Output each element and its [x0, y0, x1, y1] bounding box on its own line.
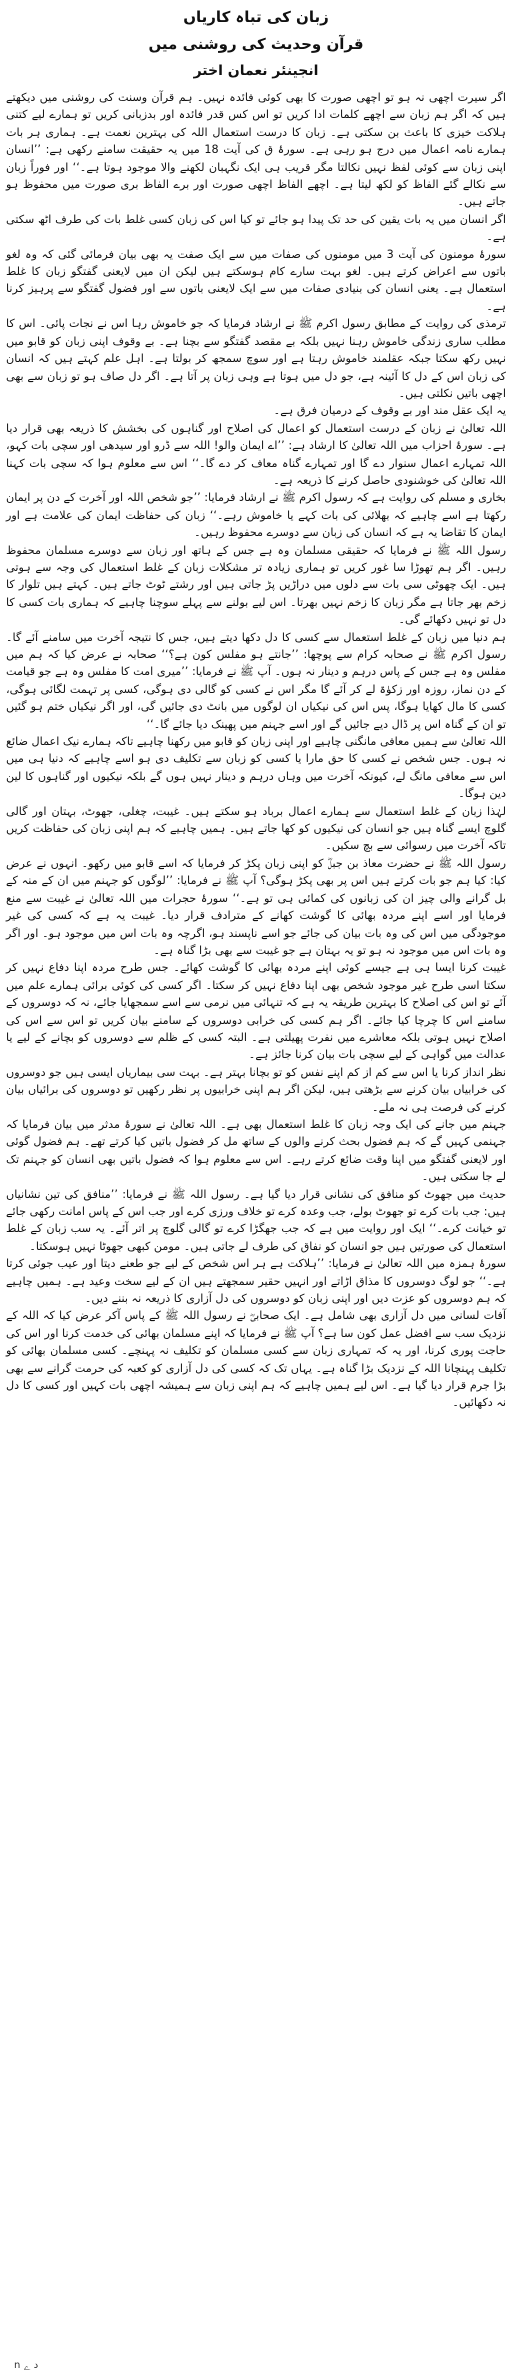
- paragraph: سورۂ مومنون کی آیت 3 میں مومنوں کی صفات میں سے ایک صفت یہ بھی بیان فرمائی گئی کہ وہ لغو باتوں سے اعراض کرتے ہیں۔ لغو بہت سارے کام ہوسکتے ہیں لیکن ان میں لایعنی گفتگو زبان کا غلط استعمال ہے۔ یعنی انسان کی بنیادی صفات میں سے ایک لایعنی باتوں سے اور فضول گفتگو سے پرہیز کرنا ہے۔: [6, 247, 506, 313]
- paragraph: ہم دنیا میں زبان کے غلط استعمال سے کسی کا دل دکھا دیتے ہیں، جس کا نتیجہ آخرت میں سامنے آئے گا۔ رسول اکرم ﷺ نے صحابہ کرام سے پوچھا: ’’جانتے ہو مفلس کون ہے؟‘‘ صحابہ نے عرض کیا کہ ہم میں مفلس وہ ہے جس کے پاس درہم و دینار نہ ہوں۔ آپ ﷺ نے فرمایا: ’’میری امت کا مفلس وہ ہے جو قیامت کے دن نماز، روزہ اور زکوٰۃ لے کر آئے گا مگر اس نے کسی کو گالی دی ہوگی، کسی پر تہمت لگائی ہوگی، کسی کا مال کھایا ہوگا، پس اس کی نیکیاں ان لوگوں میں بانٹ دی جائیں گی، اور اگر نیکیاں ختم ہو گئیں تو ان کے گناہ اس پر ڈال دیے جائیں گے اور اسے جہنم میں پھینک دیا جائے گا۔‘‘: [6, 630, 506, 731]
- article-header: [6, 4, 506, 85]
- paragraph: رسول اللہ ﷺ نے فرمایا کہ حقیقی مسلمان وہ ہے جس کے ہاتھ اور زبان سے دوسرے مسلمان محفوظ رہیں۔ اگر ہم تھوڑا سا غور کریں تو ہماری زیادہ تر مشکلات زبان کے غلط استعمال کی وجہ سے ہوتی ہیں۔ ایک چھوٹی سی بات سے دلوں میں دراڑیں پڑ جاتی ہیں اور رشتے ٹوٹ جاتے ہیں۔ کہتے ہیں تلوار کا زخم بھر جاتا ہے مگر زبان کا زخم نہیں بھرتا۔ اس لیے بولنے سے پہلے سوچنا چاہیے کہ ہماری بات کسی کا دل تو نہیں دکھائے گی۔: [6, 543, 506, 627]
- paragraph: بخاری و مسلم کی روایت ہے کہ رسول اکرم ﷺ نے ارشاد فرمایا: ’’جو شخص اللہ اور آخرت کے دن پر ایمان رکھتا ہے اسے چاہیے کہ بھلائی کی بات کہے یا خاموش رہے۔‘‘ زبان کی حفاظت ایمان کی علامت ہے اور ایمان کا تقاضا یہ ہے کہ انسان کی زبان سے دوسرے محفوظ رہیں۔: [6, 491, 506, 540]
- paragraph: یہ ایک عقل مند اور بے وقوف کے درمیان فرق ہے۔: [273, 404, 506, 418]
- paragraph: سورۂ ہمزہ میں اللہ تعالیٰ نے فرمایا: ’’ہلاکت ہے ہر اس شخص کے لیے جو طعنے دیتا اور عیب جوئی کرتا ہے۔‘‘ جو لوگ دوسروں کا مذاق اڑاتے اور انہیں حقیر سمجھتے ہیں ان کے لیے سخت وعید ہے۔ ہمیں چاہیے کہ ہم دوسروں کو عزت دیں اور اپنی زبان کو دوسروں کی دل آزاری کا ذریعہ نہ بننے دیں۔: [6, 1257, 506, 1306]
- article-title: زبان کی تباہ کاریاں: [183, 8, 329, 26]
- paragraph: جہنم میں جانے کی ایک وجہ زبان کا غلط استعمال بھی ہے۔ اللہ تعالیٰ نے سورۂ مدثر میں بیان فرمایا کہ جہنمی کہیں گے کہ ہم فضول بحث کرنے والوں کے ساتھ مل کر فضول باتیں کیا کرتے تھے۔ ہم فضول گوئی اور لایعنی گفتگو میں اپنا وقت ضائع کرتے رہے۔ اس سے معلوم ہوا کہ فضول باتیں بھی انسان کو جہنم تک لے جا سکتی ہیں۔: [6, 1117, 506, 1184]
- paragraph: غیبت کرنا ایسا ہی ہے جیسے کوئی اپنے مردہ بھائی کا گوشت کھائے۔ جس طرح مردہ اپنا دفاع نہیں کر سکتا اسی طرح غیر موجود شخص بھی اپنا دفاع نہیں کر سکتا۔ اگر کسی کی کوئی برائی ہمارے علم میں آئے تو اس کی اصلاح کا بہترین طریقہ یہ ہے کہ تنہائی میں نرمی سے اسے سمجھایا جائے، نہ کہ دوسروں کے سامنے اس کا چرچا کیا جائے۔ اگر ہم کسی کی خرابی دوسروں کے سامنے بیان کریں تو اس سے اس کی اصلاح نہیں ہوتی بلکہ معاشرے میں نفرت پھیلتی ہے۔ البتہ کسی کے ظلم سے دوسروں کو بچانے کے لیے یا عدالت میں گواہی کے لیے سچی بات بیان کرنا جائز ہے۔: [5, 961, 506, 1062]
- article-subtitle: قرآن وحدیث کی روشنی میں: [148, 35, 364, 53]
- paragraph: آفات لسانی میں دل آزاری بھی شامل ہے۔ ایک صحابیؓ نے رسول اللہ ﷺ کے پاس آکر عرض کیا کہ اللہ کے نزدیک سب سے افضل عمل کون سا ہے؟ آپ ﷺ نے فرمایا کہ اپنے مسلمان بھائی کی خدمت کرنا اور اس کی حاجت پوری کرنا، اور یہ کہ تمہاری زبان سے کسی مسلمان کو تکلیف نہ پہنچے۔ کسی مسلمان بھائی کو تکلیف پہنچانا اللہ کے نزدیک بڑا گناہ ہے۔ یہاں تک کہ کسی کی دل آزاری کو کعبہ کی حرمت گرانے سے بھی بڑا جرم قرار دیا گیا ہے۔ اس لیے ہمیں چاہیے کہ ہم اپنی زبان سے ہمیشہ اچھی بات کہیں اور کسی کا دل نہ دکھائیں۔: [6, 1309, 506, 1410]
- paragraph: نظر انداز کرنا یا اس سے کم از کم اپنے نفس کو تو بچانا بہتر ہے۔ بہت سی بیماریاں ایسی ہیں جو دوسروں کی خرابیاں بیان کرنے سے بڑھتی ہیں، لیکن اگر ہم اپنی خرابیوں پر نظر رکھیں تو دوسروں کی برائیاں بیان کرنے کی فرصت ہی نہ ملے۔: [6, 1065, 506, 1114]
- paragraph: لہٰذا زبان کے غلط استعمال سے ہمارے اعمال برباد ہو سکتے ہیں۔ غیبت، چغلی، جھوٹ، بہتان اور گالی گلوچ ایسے گناہ ہیں جو انسان کی نیکیوں کو کھا جاتے ہیں۔ ہمیں چاہیے کہ ہم اپنی زبان کی حفاظت کریں تاکہ آخرت میں رسوائی سے بچ سکیں۔: [6, 804, 506, 853]
- paragraph: حدیث میں جھوٹ کو منافق کی نشانی قرار دیا گیا ہے۔ رسول اللہ ﷺ نے فرمایا: ’’منافق کی تین نشانیاں ہیں: جب بات کرے تو جھوٹ بولے، جب وعدہ کرے تو خلاف ورزی کرے اور جب اس کے پاس امانت رکھی جائے تو خیانت کرے۔‘‘ ایک اور روایت میں ہے کہ جب جھگڑا کرے تو گالی گلوچ پر اتر آئے۔ یہ سب زبان کے غلط استعمال کی صورتیں ہیں جو انسان کو نفاق کی طرف لے جاتی ہیں۔ مومن کبھی جھوٹا نہیں ہوسکتا۔: [6, 1187, 506, 1253]
- paragraph: ترمذی کی روایت کے مطابق رسول اکرم ﷺ نے ارشاد فرمایا کہ جو خاموش رہا اس نے نجات پائی۔ اس کا مطلب ساری زندگی خاموش رہنا نہیں بلکہ بے مقصد گفتگو سے بچنا ہے۔ بے وقوف اپنی زبان کو قابو میں نہیں رکھ سکتا جبکہ عقلمند خاموش رہتا ہے اور سوچ سمجھ کر بولتا ہے۔ اہل علم کہتے ہیں کہ انسان کی زبان اس کے دل کا آئینہ ہے، جو دل میں ہوتا ہے وہی زبان پر آتا ہے۔ اگر دل صاف ہو تو زبان سے بھی اچھی باتیں نکلتی ہیں۔: [6, 317, 506, 400]
- paragraph: اگر سیرت اچھی نہ ہو تو اچھی صورت کا بھی کوئی فائدہ نہیں۔ ہم قرآن وسنت کی روشنی میں دیکھتے ہیں کہ اگر ہم زبان سے اچھے کلمات ادا کریں تو اس کس قدر فائدہ اور بدزبانی کریں تو ہمارے لیے کتنی ہلاکت خیزی کا باعث بن سکتی ہے۔ زبان کا درست استعمال اللہ کی بہترین نعمت ہے۔ ہماری ہر بات ہمارے نامہ اعمال میں درج ہو رہی ہے۔ سورۂ ق کی آیت 18 میں یہ حقیقت سامنے رکھی ہے: ’’انسان اپنی زبان سے کوئی لفظ نہیں نکالتا مگر قریب ہی ایک نگہبان لکھنے والا موجود ہوتا ہے۔‘‘ اور فوراً زبان سے نکالے گئے الفاظ کو لکھ لیتا ہے۔ اچھے الفاظ اچھی صورت اور برے الفاظ بری صورت میں محفوظ ہو جاتے ہیں۔: [6, 91, 506, 209]
- paragraph: اللہ تعالیٰ نے زبان کے درست استعمال کو اعمال کی اصلاح اور گناہوں کی بخشش کا ذریعہ بھی قرار دیا ہے۔ سورۂ احزاب میں اللہ تعالیٰ کا ارشاد ہے: ’’اے ایمان والو! اللہ سے ڈرو اور سیدھی اور سچی بات کہو، اللہ تمہارے اعمال سنوار دے گا اور تمہارے گناہ معاف کر دے گا۔‘‘ اس سے معلوم ہوا کہ سچی بات کہنا اللہ تعالیٰ کی خوشنودی حاصل کرنے کا ذریعہ ہے۔: [6, 421, 506, 487]
- paragraph: رسول اللہ ﷺ نے حضرت معاذ بن جبلؓ کو اپنی زبان پکڑ کر فرمایا کہ اسے قابو میں رکھو۔ انہوں نے عرض کیا: کیا ہم جو بات کرتے ہیں اس پر بھی پکڑ ہوگی؟ آپ ﷺ نے فرمایا: ’’لوگوں کو جہنم میں ان کے منہ کے بل گرانے والی چیز ان کی زبانوں کی کمائی ہی تو ہے۔‘‘ سورۂ حجرات میں اللہ تعالیٰ نے غیبت سے منع فرمایا اور اسے اپنے مردہ بھائی کا گوشت کھانے کے مترادف قرار دیا۔ غیبت یہ ہے کہ کسی کی غیر موجودگی میں اس کی وہ بات بیان کی جائے جو اسے ناپسند ہو، اگرچہ وہ بات اس میں موجود ہو۔ اور اگر وہ بات اس میں موجود نہ ہو تو یہ بہتان ہے جو غیبت سے بھی بڑا گناہ ہے۔: [6, 856, 506, 957]
- article-body: [6, 89, 506, 1412]
- article-author: انجینئر نعمان اختر: [193, 63, 319, 79]
- page-mark: ﺩ ﮮ n: [14, 2360, 39, 2371]
- paragraph: اللہ تعالیٰ سے ہمیں معافی مانگنی چاہیے اور اپنی زبان کو قابو میں رکھنا چاہیے تاکہ ہمارے نیک اعمال ضائع نہ ہوں۔ جس شخص نے کسی کا حق مارا یا کسی کو زبان سے تکلیف دی ہو اسے چاہیے کہ دنیا ہی میں اس سے معافی مانگ لے، کیونکہ آخرت میں وہاں درہم و دینار نہیں ہوں گے بلکہ نیکیوں اور گناہوں کا لین دین ہوگا۔: [6, 735, 506, 801]
- paragraph: اگر انسان میں یہ بات یقین کی حد تک پیدا ہو جائے تو کیا اس کی زبان کسی غلط بات کی طرف اٹھ سکتی ہے۔: [6, 212, 506, 244]
